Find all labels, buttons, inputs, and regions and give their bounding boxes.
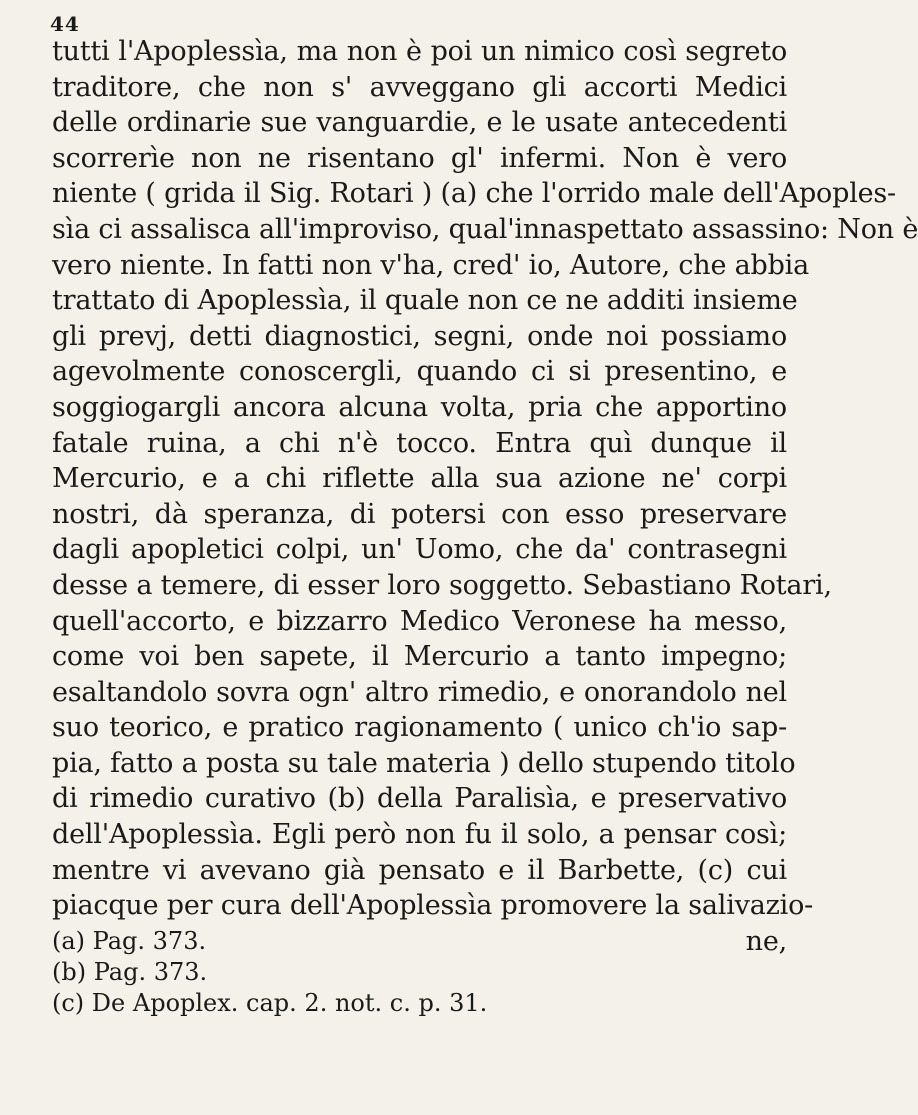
footnotes: [52, 926, 752, 1019]
footnote: (b) Pag. 373.: [52, 958, 208, 986]
text-line: ne,: [745, 925, 787, 957]
text-line: pia, fatto a posta su tale materia ) dello stupendo titolo: [52, 747, 796, 779]
text-line: mentre vi avevano già pensato e il Barbette, (c) cui: [52, 854, 787, 886]
text-line: dagli apopletici colpi, un' Uomo, che da' contrasegni: [52, 534, 787, 566]
text-line: quell'accorto, e bizzarro Medico Veronese ha messo,: [52, 605, 787, 637]
text-line: sìa ci assalisca all'improviso, qual'innaspettato assassino: Non è: [52, 213, 918, 245]
text-line: Mercurio, e a chi riflette alla sua azione ne' corpi: [52, 463, 787, 495]
text-line: suo teorico, e pratico ragionamento ( unico ch'io sap-: [52, 712, 787, 744]
text-line: tutti l'Apoplessìa, ma non è poi un nimico così segreto: [52, 36, 787, 67]
body-text: [52, 34, 918, 959]
text-line: trattato di Apoplessìa, il quale non ce ne additi insieme: [52, 285, 798, 317]
text-line: agevolmente conoscergli, quando ci si presentino, e: [52, 356, 787, 388]
text-line: desse a temere, di esser loro soggetto. Sebastiano Rotari,: [52, 569, 832, 601]
text-line: gli prevj, detti diagnostici, segni, onde noi possiamo: [52, 320, 787, 352]
text-line: traditore, che non s' avveggano gli accorti Medici: [52, 71, 787, 103]
text-line: niente ( grida il Sig. Rotari ) (a) che l'orrido male dell'Apoples-: [52, 178, 896, 210]
text-line: di rimedio curativo (b) della Paralisìa, e preservativo: [52, 783, 787, 815]
text-line: nostri, dà speranza, di potersi con esso preservare: [52, 498, 787, 530]
page-number: 44: [50, 12, 80, 36]
text-line: scorrerìe non ne risentano gl' infermi. Non è vero: [52, 142, 787, 174]
text-line: vero niente. In fatti non v'ha, cred' io, Autore, che abbia: [52, 249, 810, 281]
footnote: (c) De Apoplex. cap. 2. not. c. p. 31.: [52, 989, 488, 1017]
text-line: fatale ruina, a chi n'è tocco. Entra quì dunque il: [52, 427, 787, 459]
text-line: come voi ben sapete, il Mercurio a tanto impegno;: [52, 641, 787, 673]
text-line: soggiogargli ancora alcuna volta, pria che apportino: [52, 391, 787, 423]
text-line: esaltandolo sovra ogn' altro rimedio, e onorandolo nel: [52, 676, 787, 708]
footnote: (a) Pag. 373.: [52, 927, 207, 955]
text-line: dell'Apoplessìa. Egli però non fu il solo, a pensar così;: [52, 819, 787, 851]
text-line: piacque per cura dell'Apoplessìa promovere la salivazio-: [52, 890, 814, 922]
text-line: delle ordinarie sue vanguardie, e le usate antecedenti: [52, 107, 787, 139]
